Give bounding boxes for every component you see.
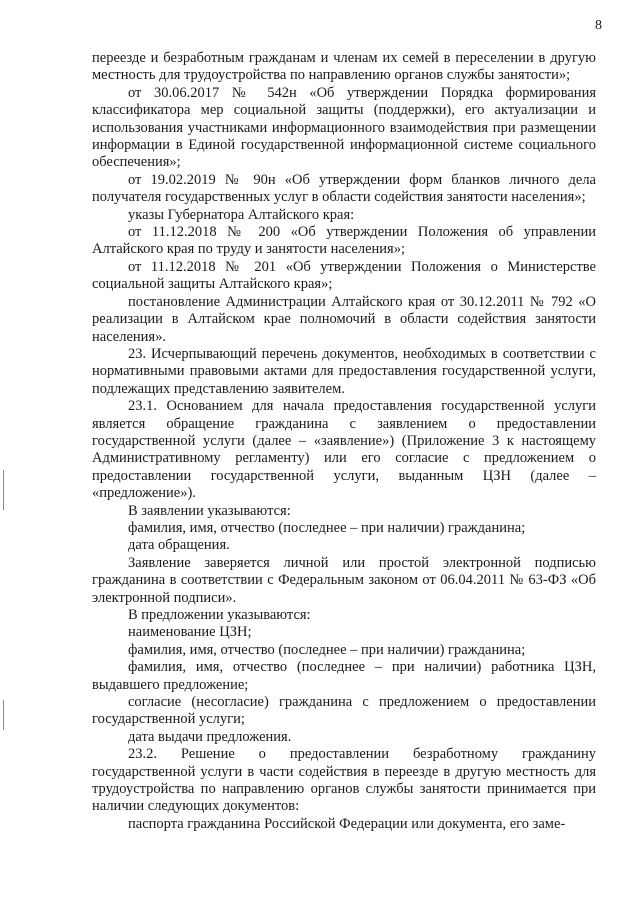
paragraph: наименование ЦЗН;	[128, 624, 252, 641]
paragraph: паспорта гражданина Российской Федерации или документа, его заме-	[128, 815, 566, 832]
paragraph: от 11.12.2018 № 201 «Об утверждении Положения о Министерстве социальной защиты Алтайского края»;	[92, 258, 596, 293]
paragraph: переезде и безработным гражданам и членам их семей в переселении в другую местность для трудоустройства по направлению органов службы занятости»;	[92, 50, 596, 84]
paragraph: от 19.02.2019 № 90н «Об утверждении форм бланков личного дела получателя государственных услуг в области содействия занятости населения»;	[92, 171, 596, 206]
paragraph: Заявление заверяется личной или простой электронной подписью гражданина в соответствии с Федеральным законом от 06.04.2011 № 63-ФЗ «Об электронной подписи».	[92, 554, 596, 606]
paragraph: фамилия, имя, отчество (последнее – при наличии) гражданина;	[128, 519, 526, 536]
page-number: 8	[595, 18, 602, 33]
document-body	[92, 50, 596, 833]
paragraph: дата обращения.	[128, 537, 230, 554]
paragraph: дата выдачи предложения.	[128, 728, 292, 745]
paragraph: постановление Администрации Алтайского края от 30.12.2011 № 792 «О реализации в Алтайском крае полномочий в области содействия занятости населения».	[92, 293, 596, 345]
paragraph: указы Губернатора Алтайского края:	[128, 206, 355, 223]
paragraph: согласие (несогласие) гражданина с предложением о предоставлении государственной услуги;	[92, 694, 596, 728]
paragraph: фамилия, имя, отчество (последнее – при наличии) гражданина;	[128, 641, 526, 658]
paragraph: 23. Исчерпывающий перечень документов, необходимых в соответствии с нормативными правовыми актами для предоставления государственной услуги, подлежащих представлению заявителем.	[92, 345, 596, 397]
scan-edge-mark	[3, 470, 4, 510]
paragraph: В предложении указываются:	[128, 607, 311, 623]
scan-edge-mark	[3, 700, 4, 730]
scan-edge-marks	[0, 0, 8, 905]
paragraph: 23.1. Основанием для начала предоставления государственной услуги является обращение гражданина с заявлением о предоставлении государственной услуги (далее – «заявление») (Приложение 3 к настоящему Административному регламенту) или его согласие с предложением о предоставлении государственной услуги, выданным ЦЗН (далее – «предложение»).	[92, 398, 596, 502]
paragraph: 23.2. Решение о предоставлении безработному гражданину государственной услуги в части содействия в переезде в другую местность для трудоустройства по направлению органов службы занятости принимается при наличии следующих документов:	[92, 746, 596, 815]
paragraph: от 30.06.2017 № 542н «Об утверждении Порядка формирования классификатора мер социальной защиты (поддержки), его актуализации и использования участниками информационного взаимодействия при размещении информации в Единой государственной информационной системе социального обеспечения»;	[92, 84, 596, 171]
paragraph: фамилия, имя, отчество (последнее – при наличии) работника ЦЗН, выдавшего предложение;	[92, 659, 596, 693]
paragraph: от 11.12.2018 № 200 «Об утверждении Положения об управлении Алтайского края по труду и занятости населения»;	[92, 224, 596, 258]
paragraph: В заявлении указываются:	[128, 502, 291, 519]
